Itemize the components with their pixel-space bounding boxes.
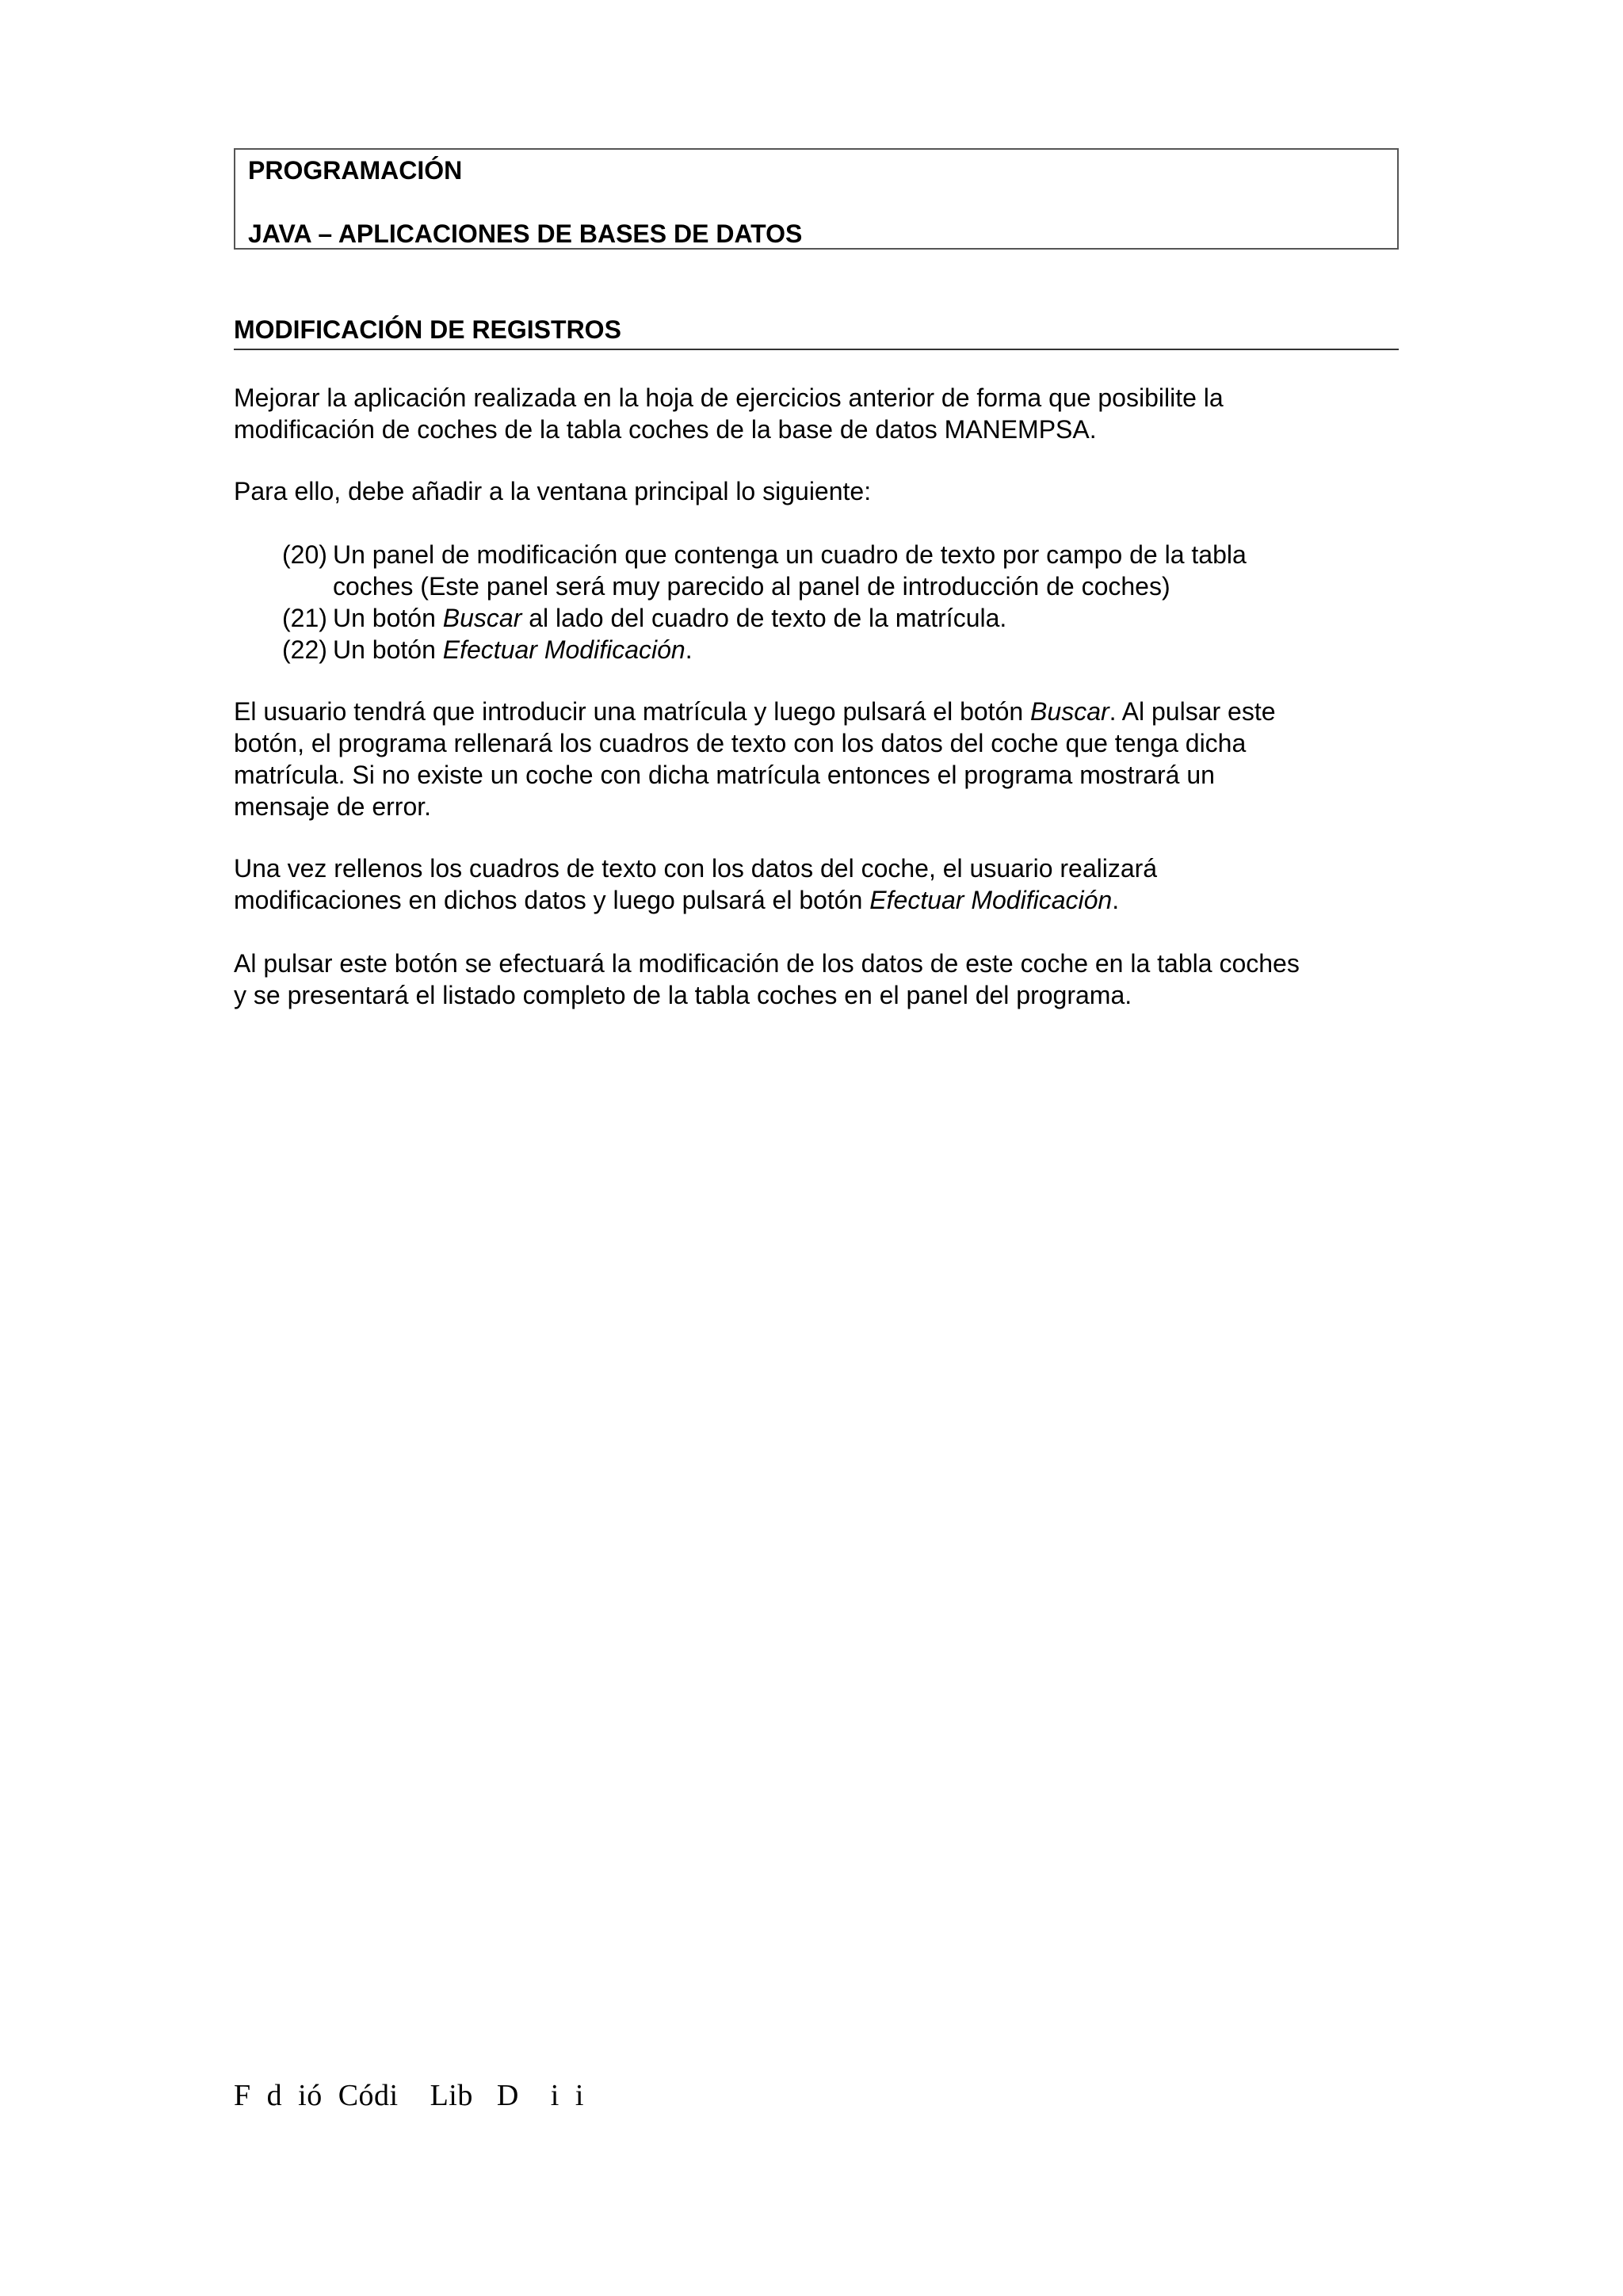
header-box [234, 148, 1399, 250]
list-item [282, 602, 1407, 634]
search-line-1-end: . Al pulsar este [1109, 697, 1276, 726]
header-subject: PROGRAMACIÓN [248, 156, 463, 185]
list-item-text: Un panel de modificación que contenga un cuadro de texto por campo de la tabla [333, 540, 1247, 569]
list-item-text [333, 602, 1407, 634]
search-paragraph [234, 696, 1407, 822]
lead-line: Para ello, debe añadir a la ventana principal lo siguiente: [234, 477, 872, 505]
modify-paragraph [234, 852, 1407, 916]
list-item [282, 539, 1407, 602]
modify-line-1: Una vez rellenos los cuadros de texto con los datos del coche, el usuario realizará [234, 854, 1158, 883]
list-item [282, 634, 1407, 666]
list-item-number: (20) [282, 540, 327, 569]
list-item-text [333, 634, 1407, 666]
buscar-button-name: Buscar [442, 604, 522, 632]
lead-paragraph [234, 475, 1407, 507]
list-item-text-end: . [685, 635, 693, 664]
list-item-text-continued: coches (Este panel será muy parecido al panel de introducción de coches) [333, 572, 1170, 601]
list-item-number: (22) [282, 635, 327, 664]
buscar-button-name: Buscar [1030, 697, 1109, 726]
modify-line-2-end: . [1112, 886, 1120, 914]
list-item-text-end: al lado del cuadro de texto de la matrícula. [521, 604, 1007, 632]
requirements-list [282, 539, 1407, 666]
list-item-text-start: Un botón [333, 604, 443, 632]
efectuar-modificacion-button-name: Efectuar Modificación [869, 886, 1113, 914]
modify-line-2 [234, 884, 1407, 916]
section-divider [234, 349, 1399, 350]
search-line-2: botón, el programa rellenará los cuadros de texto con los datos del coche que tenga dicha [234, 729, 1247, 757]
result-paragraph [234, 948, 1407, 1011]
intro-line-1: Mejorar la aplicación realizada en la hoja de ejercicios anterior de forma que posibilite la [234, 383, 1224, 412]
search-line-1 [234, 696, 1407, 727]
search-line-1-start: El usuario tendrá que introducir una matrícula y luego pulsará el botón [234, 697, 1031, 726]
modify-line-2-start: modificaciones en dichos datos y luego pulsará el botón [234, 886, 870, 914]
search-line-3: matrícula. Si no existe un coche con dicha matrícula entonces el programa mostrará un [234, 761, 1215, 789]
list-item-text-start: Un botón [333, 635, 443, 664]
intro-line-2: modificación de coches de la tabla coches de la base de datos MANEMPSA. [234, 415, 1097, 444]
search-line-4: mensaje de error. [234, 792, 432, 821]
efectuar-modificacion-button-name: Efectuar Modificación [442, 635, 685, 664]
section-title: MODIFICACIÓN DE REGISTROS [234, 315, 621, 344]
result-line-1: Al pulsar este botón se efectuará la modificación de los datos de este coche en la tabla coches [234, 949, 1300, 978]
list-item-number: (21) [282, 604, 327, 632]
intro-paragraph [234, 382, 1407, 445]
header-topic: JAVA – APLICACIONES DE BASES DE DATOS [248, 219, 803, 248]
result-line-2: y se presentará el listado completo de la tabla coches en el panel del programa. [234, 981, 1132, 1009]
page-footer: F d ió Códi Lib D i i [234, 2079, 584, 2112]
